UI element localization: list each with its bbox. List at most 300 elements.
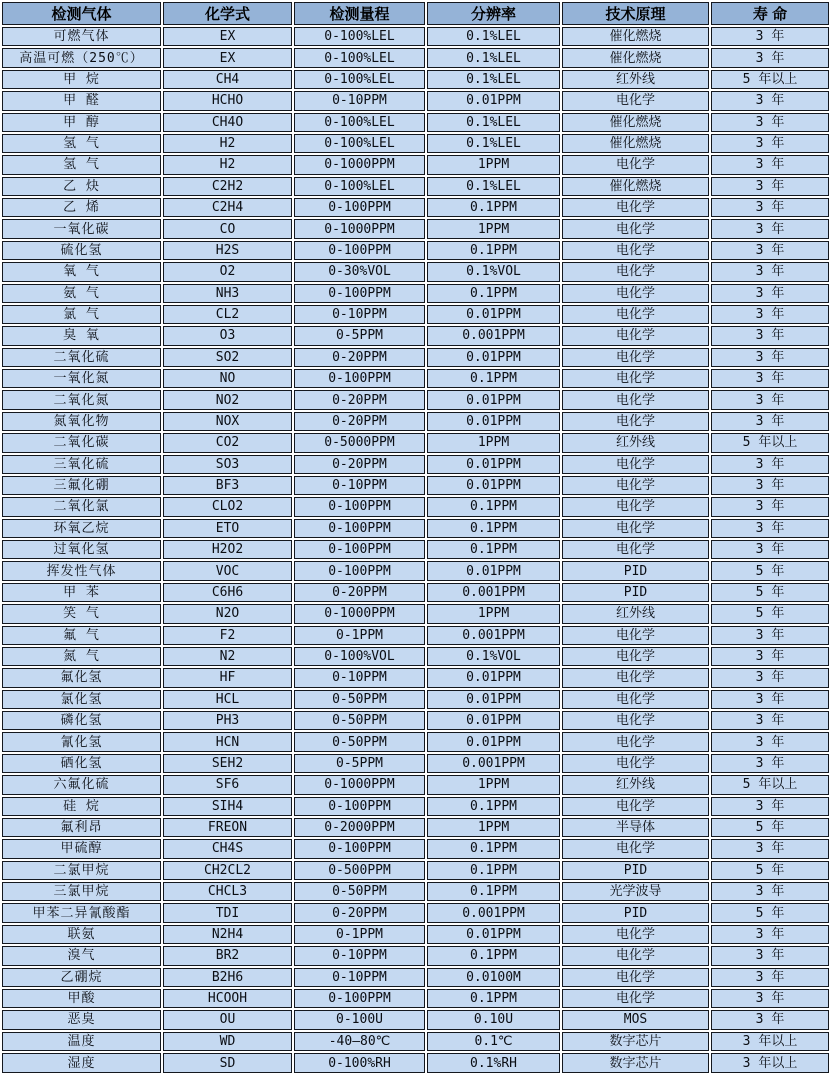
range-cell: 0-1PPM	[294, 626, 425, 645]
principle-cell: 电化学	[562, 412, 709, 431]
principle-cell: MOS	[562, 1010, 709, 1029]
formula-cell: F2	[163, 626, 292, 645]
gas-name-cell: 氮 气	[2, 647, 161, 666]
range-cell: 0-20PPM	[294, 903, 425, 922]
table-row	[2, 70, 829, 89]
range-cell: 0-100%LEL	[294, 70, 425, 89]
range-cell: 0-1000PPM	[294, 219, 425, 238]
lifespan-cell: 3 年	[711, 839, 829, 858]
table-row	[2, 134, 829, 153]
table-row	[2, 711, 829, 730]
formula-cell: CHCL3	[163, 882, 292, 901]
lifespan-cell: 3 年	[711, 198, 829, 217]
gas-name-cell: 甲硫醇	[2, 839, 161, 858]
table-row	[2, 113, 829, 132]
lifespan-cell: 3 年	[711, 177, 829, 196]
principle-cell: 电化学	[562, 989, 709, 1008]
lifespan-cell: 3 年	[711, 326, 829, 345]
range-cell: 0-30%VOL	[294, 262, 425, 281]
formula-cell: EX	[163, 48, 292, 67]
gas-name-cell: 二氧化氯	[2, 497, 161, 516]
resolution-cell: 0.1PPM	[427, 882, 560, 901]
lifespan-cell: 3 年	[711, 412, 829, 431]
lifespan-cell: 3 年	[711, 882, 829, 901]
resolution-cell: 0.01PPM	[427, 390, 560, 409]
gas-name-cell: 磷化氢	[2, 711, 161, 730]
lifespan-cell: 3 年	[711, 968, 829, 987]
lifespan-cell: 5 年	[711, 604, 829, 623]
formula-cell: C6H6	[163, 583, 292, 602]
resolution-cell: 0.01PPM	[427, 668, 560, 687]
table-row	[2, 968, 829, 987]
table-row	[2, 326, 829, 345]
principle-cell: 电化学	[562, 262, 709, 281]
table-row	[2, 262, 829, 281]
table-row	[2, 348, 829, 367]
lifespan-cell: 3 年	[711, 455, 829, 474]
table-row	[2, 946, 829, 965]
principle-cell: 电化学	[562, 647, 709, 666]
table-row	[2, 861, 829, 880]
gas-name-cell: 高温可燃（250℃）	[2, 48, 161, 67]
principle-cell: PID	[562, 561, 709, 580]
resolution-cell: 0.1%LEL	[427, 177, 560, 196]
principle-cell: 红外线	[562, 604, 709, 623]
lifespan-cell: 3 年	[711, 668, 829, 687]
range-cell: 0-100PPM	[294, 540, 425, 559]
principle-cell: 电化学	[562, 946, 709, 965]
principle-cell: 催化燃烧	[562, 134, 709, 153]
principle-cell: 电化学	[562, 476, 709, 495]
lifespan-cell: 5 年以上	[711, 70, 829, 89]
lifespan-cell: 3 年	[711, 497, 829, 516]
range-cell: 0-100%LEL	[294, 48, 425, 67]
gas-name-cell: 笑 气	[2, 604, 161, 623]
table-row	[2, 412, 829, 431]
lifespan-cell: 3 年以上	[711, 1032, 829, 1051]
range-cell: 0-100PPM	[294, 369, 425, 388]
lifespan-cell: 3 年	[711, 989, 829, 1008]
principle-cell: 电化学	[562, 668, 709, 687]
lifespan-cell: 3 年	[711, 925, 829, 944]
column-header-principle: 技术原理	[562, 2, 709, 25]
gas-name-cell: 六氟化硫	[2, 775, 161, 794]
resolution-cell: 0.1%LEL	[427, 48, 560, 67]
range-cell: 0-100PPM	[294, 497, 425, 516]
principle-cell: 电化学	[562, 540, 709, 559]
principle-cell: 电化学	[562, 839, 709, 858]
principle-cell: 电化学	[562, 219, 709, 238]
principle-cell: 数字芯片	[562, 1053, 709, 1073]
resolution-cell: 0.1%LEL	[427, 27, 560, 46]
formula-cell: HF	[163, 668, 292, 687]
formula-cell: N2H4	[163, 925, 292, 944]
column-header-resolution: 分辨率	[427, 2, 560, 25]
gas-name-cell: 氢 气	[2, 155, 161, 174]
lifespan-cell: 3 年以上	[711, 1053, 829, 1073]
table-row	[2, 668, 829, 687]
resolution-cell: 0.01PPM	[427, 305, 560, 324]
range-cell: 0-20PPM	[294, 583, 425, 602]
gas-name-cell: 氰化氢	[2, 732, 161, 751]
principle-cell: 电化学	[562, 519, 709, 538]
range-cell: 0-20PPM	[294, 348, 425, 367]
principle-cell: PID	[562, 861, 709, 880]
lifespan-cell: 3 年	[711, 348, 829, 367]
table-row	[2, 583, 829, 602]
resolution-cell: 0.01PPM	[427, 348, 560, 367]
principle-cell: 电化学	[562, 241, 709, 260]
principle-cell: 电化学	[562, 305, 709, 324]
principle-cell: 半导体	[562, 818, 709, 837]
gas-name-cell: 氯化氢	[2, 690, 161, 709]
table-row	[2, 198, 829, 217]
resolution-cell: 0.1PPM	[427, 839, 560, 858]
gas-name-cell: 甲 醛	[2, 91, 161, 110]
gas-name-cell: 硒化氢	[2, 754, 161, 773]
range-cell: 0-1000PPM	[294, 604, 425, 623]
resolution-cell: 0.01PPM	[427, 91, 560, 110]
formula-cell: CL2	[163, 305, 292, 324]
range-cell: 0-5PPM	[294, 754, 425, 773]
lifespan-cell: 3 年	[711, 754, 829, 773]
column-header-lifespan: 寿 命	[711, 2, 829, 25]
range-cell: 0-100PPM	[294, 241, 425, 260]
lifespan-cell: 5 年	[711, 583, 829, 602]
gas-name-cell: 二氧化氮	[2, 390, 161, 409]
principle-cell: 电化学	[562, 754, 709, 773]
resolution-cell: 0.1%LEL	[427, 113, 560, 132]
principle-cell: 催化燃烧	[562, 48, 709, 67]
table-row	[2, 1032, 829, 1051]
principle-cell: 电化学	[562, 369, 709, 388]
resolution-cell: 0.1%VOL	[427, 262, 560, 281]
table-row	[2, 690, 829, 709]
range-cell: 0-2000PPM	[294, 818, 425, 837]
principle-cell: PID	[562, 583, 709, 602]
lifespan-cell: 3 年	[711, 48, 829, 67]
principle-cell: 电化学	[562, 925, 709, 944]
resolution-cell: 0.1PPM	[427, 369, 560, 388]
range-cell: 0-50PPM	[294, 711, 425, 730]
principle-cell: 红外线	[562, 70, 709, 89]
range-cell: 0-5000PPM	[294, 433, 425, 452]
table-row	[2, 48, 829, 67]
gas-name-cell: 乙硼烷	[2, 968, 161, 987]
resolution-cell: 0.1PPM	[427, 519, 560, 538]
principle-cell: 电化学	[562, 797, 709, 816]
resolution-cell: 1PPM	[427, 818, 560, 837]
principle-cell: 电化学	[562, 455, 709, 474]
gas-name-cell: 三氟化硼	[2, 476, 161, 495]
resolution-cell: 0.1PPM	[427, 946, 560, 965]
range-cell: 0-100PPM	[294, 284, 425, 303]
gas-name-cell: 一氧化氮	[2, 369, 161, 388]
principle-cell: PID	[562, 903, 709, 922]
formula-cell: CO2	[163, 433, 292, 452]
formula-cell: B2H6	[163, 968, 292, 987]
gas-name-cell: 甲 醇	[2, 113, 161, 132]
gas-name-cell: 二氧化硫	[2, 348, 161, 367]
lifespan-cell: 3 年	[711, 519, 829, 538]
lifespan-cell: 3 年	[711, 476, 829, 495]
formula-cell: OU	[163, 1010, 292, 1029]
formula-cell: BF3	[163, 476, 292, 495]
range-cell: 0-100PPM	[294, 797, 425, 816]
principle-cell: 电化学	[562, 968, 709, 987]
lifespan-cell: 3 年	[711, 797, 829, 816]
range-cell: 0-10PPM	[294, 476, 425, 495]
range-cell: 0-100%LEL	[294, 27, 425, 46]
formula-cell: HCOOH	[163, 989, 292, 1008]
gas-name-cell: 环氧乙烷	[2, 519, 161, 538]
lifespan-cell: 3 年	[711, 390, 829, 409]
table-row	[2, 27, 829, 46]
resolution-cell: 0.01PPM	[427, 711, 560, 730]
range-cell: 0-100PPM	[294, 519, 425, 538]
table-row	[2, 839, 829, 858]
resolution-cell: 0.1%VOL	[427, 647, 560, 666]
range-cell: 0-100PPM	[294, 561, 425, 580]
lifespan-cell: 3 年	[711, 305, 829, 324]
range-cell: 0-20PPM	[294, 455, 425, 474]
formula-cell: VOC	[163, 561, 292, 580]
resolution-cell: 0.1PPM	[427, 241, 560, 260]
gas-name-cell: 挥发性气体	[2, 561, 161, 580]
lifespan-cell: 3 年	[711, 134, 829, 153]
resolution-cell: 1PPM	[427, 433, 560, 452]
formula-cell: NO2	[163, 390, 292, 409]
range-cell: 0-1000PPM	[294, 155, 425, 174]
gas-name-cell: 氟化氢	[2, 668, 161, 687]
range-cell: 0-10PPM	[294, 668, 425, 687]
principle-cell: 电化学	[562, 626, 709, 645]
resolution-cell: 0.1PPM	[427, 497, 560, 516]
formula-cell: H2S	[163, 241, 292, 260]
table-row	[2, 519, 829, 538]
table-row	[2, 219, 829, 238]
formula-cell: CH4	[163, 70, 292, 89]
resolution-cell: 0.01PPM	[427, 455, 560, 474]
table-body	[2, 27, 829, 1073]
formula-cell: HCN	[163, 732, 292, 751]
range-cell: 0-100%LEL	[294, 177, 425, 196]
gas-name-cell: 三氯甲烷	[2, 882, 161, 901]
formula-cell: H2	[163, 155, 292, 174]
formula-cell: N2	[163, 647, 292, 666]
resolution-cell: 0.01PPM	[427, 925, 560, 944]
lifespan-cell: 3 年	[711, 626, 829, 645]
range-cell: 0-50PPM	[294, 732, 425, 751]
table-row	[2, 989, 829, 1008]
gas-name-cell: 甲 苯	[2, 583, 161, 602]
resolution-cell: 1PPM	[427, 604, 560, 623]
range-cell: -40—80℃	[294, 1032, 425, 1051]
principle-cell: 电化学	[562, 348, 709, 367]
table-row	[2, 476, 829, 495]
principle-cell: 数字芯片	[562, 1032, 709, 1051]
table-row	[2, 284, 829, 303]
formula-cell: WD	[163, 1032, 292, 1051]
lifespan-cell: 3 年	[711, 113, 829, 132]
gas-name-cell: 一氧化碳	[2, 219, 161, 238]
table-row	[2, 754, 829, 773]
resolution-cell: 0.001PPM	[427, 326, 560, 345]
gas-name-cell: 氮氧化物	[2, 412, 161, 431]
gas-name-cell: 联氨	[2, 925, 161, 944]
resolution-cell: 0.1%LEL	[427, 134, 560, 153]
resolution-cell: 0.001PPM	[427, 903, 560, 922]
resolution-cell: 0.1PPM	[427, 989, 560, 1008]
range-cell: 0-100%VOL	[294, 647, 425, 666]
resolution-cell: 1PPM	[427, 219, 560, 238]
table-row	[2, 91, 829, 110]
principle-cell: 红外线	[562, 433, 709, 452]
table-row	[2, 1010, 829, 1029]
formula-cell: HCL	[163, 690, 292, 709]
table-row	[2, 1053, 829, 1073]
principle-cell: 电化学	[562, 284, 709, 303]
gas-name-cell: 氧 气	[2, 262, 161, 281]
gas-name-cell: 恶臭	[2, 1010, 161, 1029]
range-cell: 0-50PPM	[294, 882, 425, 901]
formula-cell: CH2CL2	[163, 861, 292, 880]
formula-cell: CH4O	[163, 113, 292, 132]
table-row	[2, 797, 829, 816]
lifespan-cell: 5 年以上	[711, 433, 829, 452]
gas-name-cell: 二氧化碳	[2, 433, 161, 452]
resolution-cell: 0.1%LEL	[427, 70, 560, 89]
table-row	[2, 882, 829, 901]
gas-name-cell: 甲苯二异氰酸酯	[2, 903, 161, 922]
table-row	[2, 540, 829, 559]
gas-name-cell: 温度	[2, 1032, 161, 1051]
lifespan-cell: 3 年	[711, 369, 829, 388]
table-row	[2, 305, 829, 324]
lifespan-cell: 3 年	[711, 284, 829, 303]
formula-cell: SF6	[163, 775, 292, 794]
resolution-cell: 0.01PPM	[427, 732, 560, 751]
principle-cell: 电化学	[562, 390, 709, 409]
column-header-range: 检测量程	[294, 2, 425, 25]
table-row	[2, 177, 829, 196]
range-cell: 0-100PPM	[294, 198, 425, 217]
table-row	[2, 647, 829, 666]
formula-cell: CLO2	[163, 497, 292, 516]
formula-cell: BR2	[163, 946, 292, 965]
gas-name-cell: 乙 炔	[2, 177, 161, 196]
gas-name-cell: 氨 气	[2, 284, 161, 303]
gas-name-cell: 三氧化硫	[2, 455, 161, 474]
gas-name-cell: 硫化氢	[2, 241, 161, 260]
resolution-cell: 0.001PPM	[427, 626, 560, 645]
range-cell: 0-100%LEL	[294, 134, 425, 153]
table-row	[2, 390, 829, 409]
range-cell: 0-100PPM	[294, 989, 425, 1008]
table-row	[2, 818, 829, 837]
lifespan-cell: 3 年	[711, 219, 829, 238]
formula-cell: CO	[163, 219, 292, 238]
range-cell: 0-100PPM	[294, 839, 425, 858]
range-cell: 0-100U	[294, 1010, 425, 1029]
lifespan-cell: 3 年	[711, 27, 829, 46]
resolution-cell: 0.0100M	[427, 968, 560, 987]
formula-cell: NH3	[163, 284, 292, 303]
resolution-cell: 0.01PPM	[427, 690, 560, 709]
lifespan-cell: 5 年	[711, 561, 829, 580]
table-row	[2, 241, 829, 260]
formula-cell: SO3	[163, 455, 292, 474]
principle-cell: 电化学	[562, 732, 709, 751]
gas-name-cell: 可燃气体	[2, 27, 161, 46]
range-cell: 0-5PPM	[294, 326, 425, 345]
lifespan-cell: 3 年	[711, 690, 829, 709]
gas-name-cell: 乙 烯	[2, 198, 161, 217]
lifespan-cell: 3 年	[711, 91, 829, 110]
formula-cell: FREON	[163, 818, 292, 837]
principle-cell: 红外线	[562, 775, 709, 794]
table-row	[2, 433, 829, 452]
range-cell: 0-10PPM	[294, 946, 425, 965]
lifespan-cell: 3 年	[711, 711, 829, 730]
gas-name-cell: 溴气	[2, 946, 161, 965]
table-row	[2, 626, 829, 645]
gas-name-cell: 氯 气	[2, 305, 161, 324]
formula-cell: C2H4	[163, 198, 292, 217]
lifespan-cell: 3 年	[711, 241, 829, 260]
resolution-cell: 0.01PPM	[427, 561, 560, 580]
lifespan-cell: 3 年	[711, 732, 829, 751]
table-row	[2, 925, 829, 944]
header-row	[2, 2, 829, 25]
range-cell: 0-10PPM	[294, 91, 425, 110]
formula-cell: SO2	[163, 348, 292, 367]
table-row	[2, 903, 829, 922]
gas-name-cell: 氟利昂	[2, 818, 161, 837]
lifespan-cell: 5 年	[711, 861, 829, 880]
range-cell: 0-100%LEL	[294, 113, 425, 132]
range-cell: 0-10PPM	[294, 968, 425, 987]
resolution-cell: 0.1PPM	[427, 540, 560, 559]
resolution-cell: 0.1PPM	[427, 284, 560, 303]
column-header-gas: 检测气体	[2, 2, 161, 25]
range-cell: 0-100%RH	[294, 1053, 425, 1073]
formula-cell: CH4S	[163, 839, 292, 858]
resolution-cell: 0.001PPM	[427, 583, 560, 602]
principle-cell: 电化学	[562, 198, 709, 217]
formula-cell: H2O2	[163, 540, 292, 559]
resolution-cell: 0.1℃	[427, 1032, 560, 1051]
table-row	[2, 604, 829, 623]
formula-cell: C2H2	[163, 177, 292, 196]
range-cell: 0-10PPM	[294, 305, 425, 324]
formula-cell: SIH4	[163, 797, 292, 816]
formula-cell: TDI	[163, 903, 292, 922]
table-row	[2, 155, 829, 174]
lifespan-cell: 3 年	[711, 946, 829, 965]
resolution-cell: 1PPM	[427, 775, 560, 794]
principle-cell: 电化学	[562, 155, 709, 174]
principle-cell: 催化燃烧	[562, 113, 709, 132]
formula-cell: PH3	[163, 711, 292, 730]
formula-cell: SD	[163, 1053, 292, 1073]
range-cell: 0-20PPM	[294, 412, 425, 431]
resolution-cell: 0.1%RH	[427, 1053, 560, 1073]
resolution-cell: 0.01PPM	[427, 412, 560, 431]
resolution-cell: 0.1PPM	[427, 198, 560, 217]
table-row	[2, 775, 829, 794]
principle-cell: 电化学	[562, 326, 709, 345]
